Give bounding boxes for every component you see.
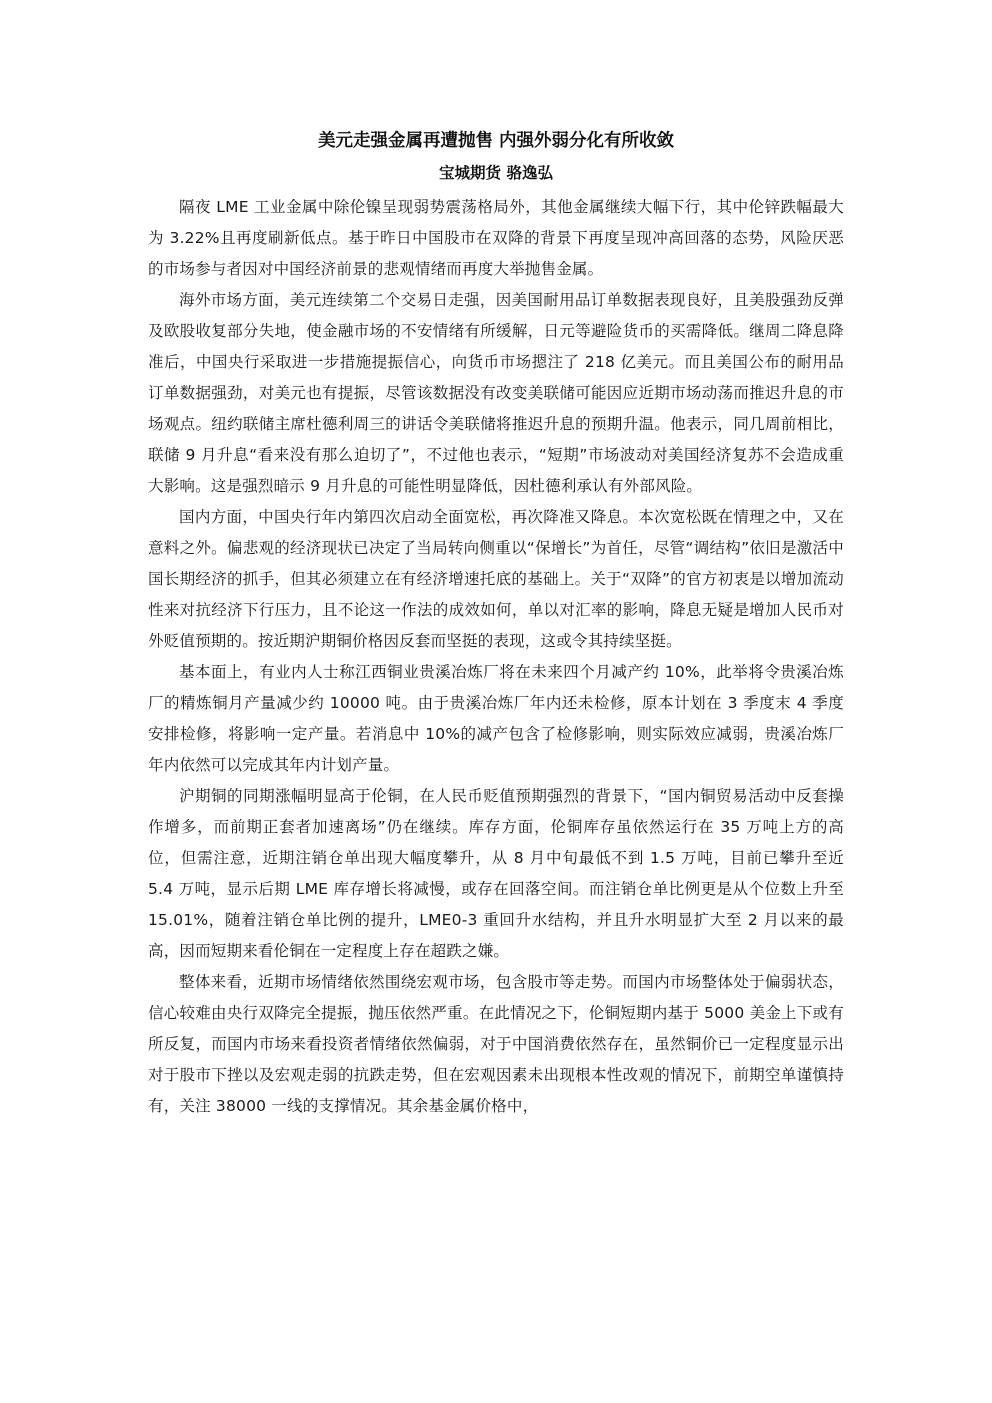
article-title: 美元走强金属再遭抛售 内强外弱分化有所收敛	[317, 131, 675, 151]
article-body	[148, 192, 844, 1122]
paragraph: 国内方面，中国央行年内第四次启动全面宽松，再次降准又降息。本次宽松既在情理之中，又在意料之外。偏悲观的经济现状已决定了当局转向侧重以“保增长”为首任，尽管“调结构”依旧是激活中国长期经济的抓手，但其必须建立在有经济增速托底的基础上。关于“双降”的官方初衷是以增加流动性来对抗经济下行压力，且不论这一作法的成效如何，单以对汇率的影响，降息无疑是增加人民币对外贬值预期的。按近期沪期铜价格因反套而坚挺的表现，这或令其持续坚挺。	[148, 508, 844, 650]
paragraph: 基本面上，有业内人士称江西铜业贵溪冶炼厂将在未来四个月减产约 10%，此举将令贵溪冶炼厂的精炼铜月产量减少约 10000 吨。由于贵溪冶炼厂年内还未检修，原本计划在 3 季度末 4 季度安排检修，将影响一定产量。若消息中 10%的减产包含了检修影响，则实际效应减弱，贵溪冶炼厂年内依然可以完成其年内计划产量。	[148, 663, 844, 774]
paragraph: 海外市场方面，美元连续第二个交易日走强，因美国耐用品订单数据表现良好，且美股强劲反弹及欧股收复部分失地，使金融市场的不安情绪有所缓解，日元等避险货币的买需降低。继周二降息降准后，中国央行采取进一步措施提振信心，向货币市场摁注了 218 亿美元。而且美国公布的耐用品订单数据强劲，对美元也有提振，尽管该数据没有改变美联储可能因应近期市场动荡而推迟升息的市场观点。纽约联储主席杜德利周三的讲话令美联储将推迟升息的预期升温。他表示，同几周前相比，联储 9 月升息“看来没有那么迫切了”，不过他也表示，“短期”市场波动对美国经济复苏不会造成重大影响。这是强烈暗示 9 月升息的可能性明显降低，因杜德利承认有外部风险。	[148, 291, 844, 495]
paragraph: 隔夜 LME 工业金属中除伦镍呈现弱势震荡格局外，其他金属继续大幅下行，其中伦锌跌幅最大为 3.22%且再度刷新低点。基于昨日中国股市在双降的背景下再度呈现冲高回落的态势，风险厌恶的市场参与者因对中国经济前景的悲观情绪而再度大举抛售金属。	[148, 198, 844, 278]
paragraph: 整体来看，近期市场情绪依然围绕宏观市场，包含股市等走势。而国内市场整体处于偏弱状态，信心较难由央行双降完全提振，抛压依然严重。在此情况之下，伦铜短期内基于 5000 美金上下或有所反复，而国内市场来看投资者情绪依然偏弱，对于中国消费依然存在，虽然铜价已一定程度显示出对于股市下挫以及宏观走弱的抗跌走势，但在宏观因素未出现根本性改观的情况下，前期空单谨慎持有，关注 38000 一线的支撑情况。其余基金属价格中，	[148, 973, 844, 1115]
paragraph: 沪期铜的同期涨幅明显高于伦铜，在人民币贬值预期强烈的背景下，“国内铜贸易活动中反套操作增多，而前期正套者加速离场”仍在继续。库存方面，伦铜库存虽依然运行在 35 万吨上方的高位，但需注意，近期注销仓单出现大幅度攀升，从 8 月中旬最低不到 1.5 万吨，目前已攀升至近 5.4 万吨，显示后期 LME 库存增长将减慢，或存在回落空间。而注销仓单比例更是从个位数上升至 15.01%，随着注销仓单比例的提升，LME0-3 重回升水结构，并且升水明显扩大至 2 月以来的最高，因而短期来看伦铜在一定程度上存在超跌之嫌。	[148, 787, 844, 960]
article-author: 宝城期货 骆逸弘	[439, 164, 553, 182]
